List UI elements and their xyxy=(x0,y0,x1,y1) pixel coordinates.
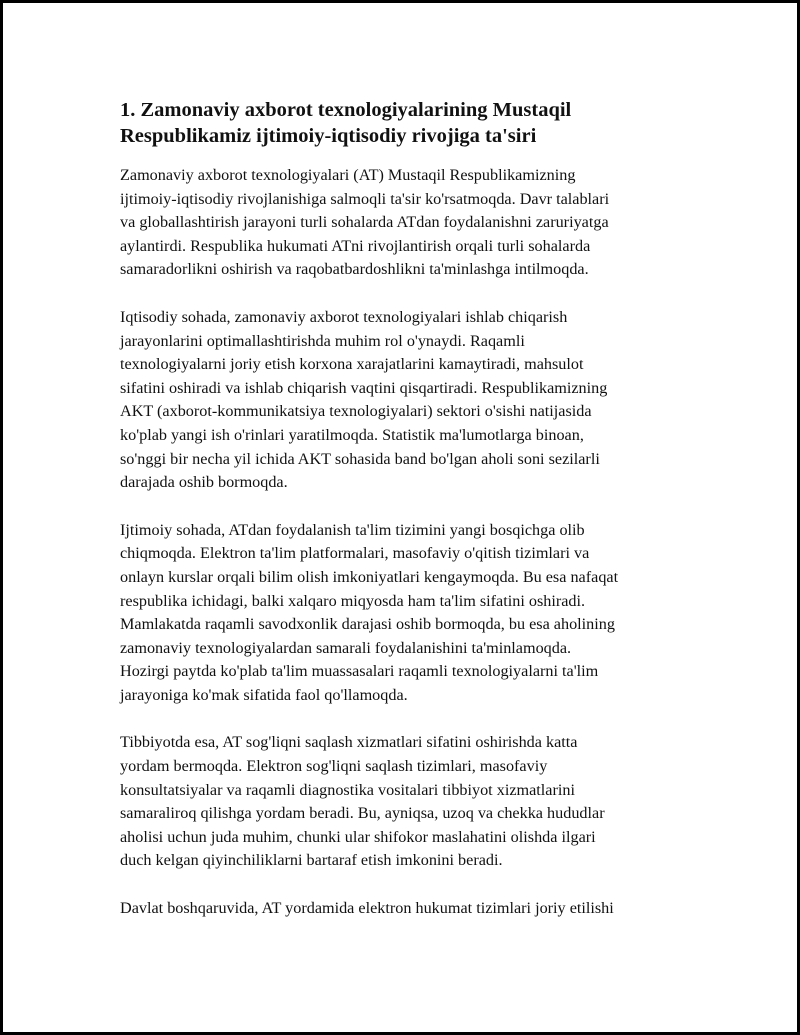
text-line: Tibbiyotda esa, AT sog'liqni saqlash xizmatlari sifatini oshirishda katta xyxy=(120,733,578,752)
text-line: jarayonlarini optimallashtirishda muhim rol o'ynaydi. Raqamli xyxy=(120,331,525,350)
text-line: Ijtimoiy sohada, ATdan foydalanish ta'lim tizimini yangi bosqichga olib xyxy=(120,520,585,539)
text-line: zamonaviy texnologiyalardan samarali foydalanishini ta'minlamoqda. xyxy=(120,638,572,657)
text-line: aylantirdi. Respublika hukumati ATni rivojlantirish orqali turli sohalarda xyxy=(120,236,591,255)
text-line: so'nggi bir necha yil ichida AKT sohasida band bo'lgan aholi soni sezilarli xyxy=(120,449,600,468)
text-line: va globallashtirish jarayoni turli sohalarda ATdan foydalanishni zaruriyatga xyxy=(120,213,609,232)
text-line: texnologiyalarni joriy etish korxona xarajatlarini kamaytiradi, mahsulot xyxy=(120,355,584,374)
text-line: darajada oshib bormoqda. xyxy=(120,473,288,492)
text-line: samaradorlikni oshirish va raqobatbardoshlikni ta'minlashga intilmoqda. xyxy=(120,260,589,279)
paragraph-economy xyxy=(120,306,692,495)
title-line: Respublikamiz ijtimoiy-iqtisodiy rivojiga ta'siri xyxy=(120,125,537,147)
text-line: Mamlakatda raqamli savodxonlik darajasi oshib bormoqda, bu esa aholining xyxy=(120,615,615,634)
text-line: Zamonaviy axborot texnologiyalari (AT) Mustaqil Respublikamizning xyxy=(120,166,576,184)
paragraph-government xyxy=(120,897,692,921)
text-line: respublika ichidagi, balki xalqaro miqyosda ham ta'lim sifatini oshiradi. xyxy=(120,591,586,610)
paragraph-intro xyxy=(120,164,692,282)
text-line: duch kelgan qiyinchiliklarni bartaraf etish imkonini beradi. xyxy=(120,851,503,870)
text-line: onlayn kurslar orqali bilim olish imkoniyatlari kengaymoqda. Bu esa nafaqat xyxy=(120,567,619,586)
document-body xyxy=(120,97,692,945)
title-line: 1. Zamonaviy axborot texnologiyalarining Mustaqil xyxy=(120,99,572,121)
text-line: sifatini oshiradi va ishlab chiqarish vaqtini qisqartiradi. Respublikamizning xyxy=(120,378,608,397)
text-line: ijtimoiy-iqtisodiy rivojlanishiga salmoqli ta'sir ko'rsatmoqda. Davr talablari xyxy=(120,189,610,208)
text-line: Hozirgi paytda ko'plab ta'lim muassasalari raqamli texnologiyalarni ta'lim xyxy=(120,662,599,681)
text-line: AKT (axborot-kommunikatsiya texnologiyalari) sektori o'sishi natijasida xyxy=(120,402,592,421)
text-line: jarayoniga ko'mak sifatida faol qo'llamoqda. xyxy=(120,685,408,704)
paragraph-social xyxy=(120,519,692,708)
section-title xyxy=(120,97,692,149)
text-line: konsultatsiyalar va raqamli diagnostika vositalari tibbiyot xizmatlarini xyxy=(120,780,575,799)
text-line: yordam bermoqda. Elektron sog'liqni saqlash tizimlari, masofaviy xyxy=(120,757,548,776)
text-line: chiqmoqda. Elektron ta'lim platformalari, masofaviy o'qitish tizimlari va xyxy=(120,544,590,563)
text-line: aholisi uchun juda muhim, chunki ular shifokor maslahatini olishda ilgari xyxy=(120,827,596,846)
text-line: Davlat boshqaruvida, AT yordamida elektron hukumat tizimlari joriy etilishi xyxy=(120,899,614,918)
text-line: ko'plab yangi ish o'rinlari yaratilmoqda. Statistik ma'lumotlarga binoan, xyxy=(120,425,584,444)
paragraph-healthcare xyxy=(120,731,692,873)
text-line: samaraliroq qilishga yordam beradi. Bu, ayniqsa, uzoq va chekka hududlar xyxy=(120,804,605,823)
text-line: Iqtisodiy sohada, zamonaviy axborot texnologiyalari ishlab chiqarish xyxy=(120,307,568,326)
